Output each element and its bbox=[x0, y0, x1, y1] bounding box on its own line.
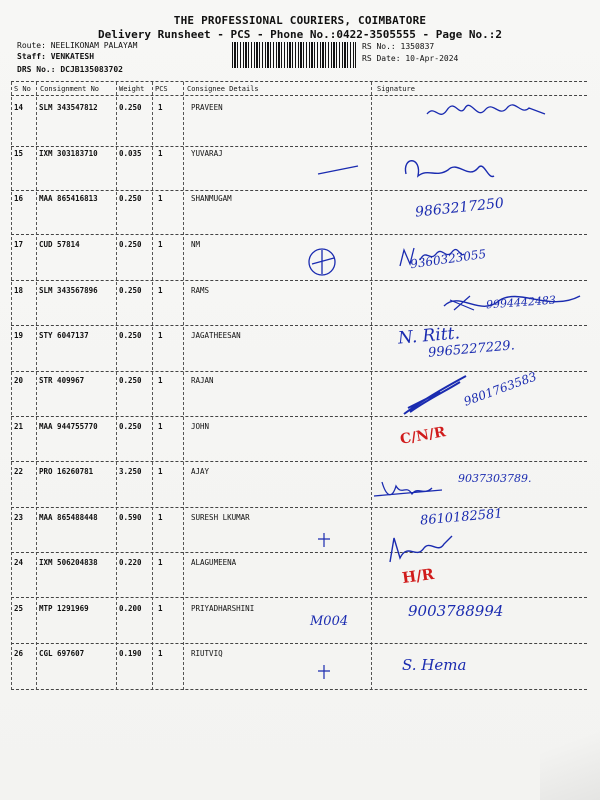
row-weight: 3.250 bbox=[119, 467, 142, 476]
code-handwritten: M004 bbox=[310, 614, 349, 629]
row-pcs: 1 bbox=[158, 103, 163, 112]
signature-riutviq: S. Hema bbox=[402, 656, 467, 674]
row-weight: 0.250 bbox=[119, 286, 142, 295]
rs-number: RS No.: 1350837 bbox=[362, 42, 435, 51]
row-consignee: YUVARAJ bbox=[191, 149, 223, 158]
row-consignment: SLM 343567896 bbox=[39, 286, 98, 295]
signature-praveen bbox=[425, 100, 555, 130]
row-weight: 0.190 bbox=[119, 649, 142, 658]
row-pcs: 1 bbox=[158, 376, 163, 385]
row-sno: 17 bbox=[14, 240, 24, 249]
row-consignment: MAA 865488448 bbox=[39, 513, 98, 522]
row-consignee: NM bbox=[191, 240, 201, 249]
signature-yuvaraj bbox=[318, 150, 508, 186]
row-sno: 19 bbox=[14, 331, 24, 340]
row-rule bbox=[11, 234, 587, 235]
row-consignee: AJAY bbox=[191, 467, 210, 476]
col-divider bbox=[36, 82, 37, 690]
row-rule bbox=[11, 146, 587, 147]
row-pcs: 1 bbox=[158, 286, 163, 295]
row-consignment: MAA 865416813 bbox=[39, 194, 98, 203]
row-sno: 21 bbox=[14, 422, 24, 431]
row-consignment: PRO 16260781 bbox=[39, 467, 94, 476]
phone-handwritten: 9863217250 bbox=[414, 195, 505, 221]
row-pcs: 1 bbox=[158, 513, 163, 522]
row-rule bbox=[11, 190, 587, 191]
row-sno: 24 bbox=[14, 558, 24, 567]
row-rule bbox=[11, 597, 587, 598]
signature-suresh bbox=[386, 532, 456, 566]
drs-number: DRS No.: DCJB135083702 bbox=[17, 65, 123, 74]
row-pcs: 1 bbox=[158, 149, 163, 158]
signature-rajan bbox=[400, 372, 470, 418]
cross-mark bbox=[316, 532, 332, 548]
row-consignment: IXM 303183710 bbox=[39, 149, 98, 158]
row-pcs: 1 bbox=[158, 604, 163, 613]
row-consignee: RAJAN bbox=[191, 376, 214, 385]
row-rule bbox=[11, 416, 587, 417]
col-divider bbox=[116, 82, 117, 690]
runsheet-subtitle: Delivery Runsheet - PCS - Phone No.:0422-3505555 - Page No.:2 bbox=[98, 28, 502, 41]
col-header-consignee: Consignee Details bbox=[187, 85, 259, 93]
company-title: THE PROFESSIONAL COURIERS, COIMBATORE bbox=[173, 14, 427, 27]
phone-handwritten: 9994442483 bbox=[485, 293, 557, 312]
row-pcs: 1 bbox=[158, 422, 163, 431]
phone-handwritten: 9965227229. bbox=[427, 338, 516, 361]
row-weight: 0.035 bbox=[119, 149, 142, 158]
row-weight: 0.250 bbox=[119, 422, 142, 431]
row-rule bbox=[11, 643, 587, 644]
row-consignment: SLM 343547812 bbox=[39, 103, 98, 112]
row-consignment: IXM 506204838 bbox=[39, 558, 98, 567]
rs-date: RS Date: 10-Apr-2024 bbox=[362, 54, 459, 63]
row-rule bbox=[11, 552, 587, 553]
row-rule bbox=[11, 689, 587, 690]
row-consignee: PRIYADHARSHINI bbox=[191, 604, 255, 613]
row-weight: 0.250 bbox=[119, 376, 142, 385]
col-divider bbox=[183, 82, 184, 690]
col-header-consignment: Consignment No bbox=[40, 85, 100, 93]
row-weight: 0.250 bbox=[119, 240, 142, 249]
col-header-weight: Weight bbox=[119, 85, 145, 93]
cross-mark bbox=[316, 664, 332, 680]
note-cnr: C/N/R bbox=[398, 424, 447, 448]
name-handwritten: N. Ritt. bbox=[397, 323, 461, 349]
staff-label: Staff: VENKATESH bbox=[17, 52, 95, 61]
row-consignment: CGL 697607 bbox=[39, 649, 85, 658]
row-weight: 0.250 bbox=[119, 331, 142, 340]
phone-handwritten: 9003788994 bbox=[408, 602, 504, 620]
row-consignee: PRAVEEN bbox=[191, 103, 223, 112]
header-rule bbox=[11, 95, 587, 96]
row-sno: 23 bbox=[14, 513, 24, 522]
phone-handwritten: 9801763583 bbox=[461, 369, 539, 409]
route-label: Route: NEELIKONAM PALAYAM bbox=[17, 41, 138, 50]
row-consignment: STY 6047137 bbox=[39, 331, 89, 340]
row-consignment: CUD 57814 bbox=[39, 240, 80, 249]
row-pcs: 1 bbox=[158, 331, 163, 340]
row-sno: 15 bbox=[14, 149, 24, 158]
phone-handwritten: 9037303789. bbox=[458, 472, 532, 485]
row-rule bbox=[11, 280, 587, 281]
row-pcs: 1 bbox=[158, 467, 163, 476]
col-header-sno: S No bbox=[14, 85, 31, 93]
col-header-signature: Signature bbox=[377, 85, 415, 93]
row-sno: 25 bbox=[14, 604, 24, 613]
col-divider bbox=[11, 82, 12, 690]
row-consignment: MAA 944755770 bbox=[39, 422, 98, 431]
col-header-pcs: PCS bbox=[155, 85, 168, 93]
row-weight: 0.590 bbox=[119, 513, 142, 522]
row-consignment: MTP 1291969 bbox=[39, 604, 89, 613]
row-sno: 18 bbox=[14, 286, 24, 295]
row-weight: 0.200 bbox=[119, 604, 142, 613]
row-sno: 26 bbox=[14, 649, 24, 658]
row-sno: 14 bbox=[14, 103, 24, 112]
row-consignee: SHANMUGAM bbox=[191, 194, 232, 203]
row-weight: 0.220 bbox=[119, 558, 142, 567]
phone-handwritten: 8610182581 bbox=[419, 506, 504, 529]
row-consignee: RAMS bbox=[191, 286, 210, 295]
row-sno: 22 bbox=[14, 467, 24, 476]
row-sno: 16 bbox=[14, 194, 24, 203]
col-divider bbox=[152, 82, 153, 690]
row-pcs: 1 bbox=[158, 558, 163, 567]
row-pcs: 1 bbox=[158, 649, 163, 658]
signature-ajay bbox=[372, 476, 452, 504]
row-pcs: 1 bbox=[158, 240, 163, 249]
row-consignee: RIUTVIQ bbox=[191, 649, 223, 658]
row-consignee: ALAGUMEENA bbox=[191, 558, 237, 567]
tick-mark bbox=[306, 240, 346, 280]
row-rule bbox=[11, 461, 587, 462]
row-pcs: 1 bbox=[158, 194, 163, 203]
table-top-rule bbox=[11, 81, 587, 82]
row-rule bbox=[11, 371, 587, 372]
note-hr: H/R bbox=[400, 564, 436, 588]
row-sno: 20 bbox=[14, 376, 24, 385]
phone-handwritten: 9360323055 bbox=[409, 246, 487, 272]
row-consignee: SURESH LKUMAR bbox=[191, 513, 250, 522]
row-consignee: JOHN bbox=[191, 422, 210, 431]
row-weight: 0.250 bbox=[119, 103, 142, 112]
row-weight: 0.250 bbox=[119, 194, 142, 203]
row-consignment: STR 409967 bbox=[39, 376, 85, 385]
row-rule bbox=[11, 325, 587, 326]
row-consignee: JAGATHEESAN bbox=[191, 331, 241, 340]
barcode bbox=[232, 42, 356, 68]
